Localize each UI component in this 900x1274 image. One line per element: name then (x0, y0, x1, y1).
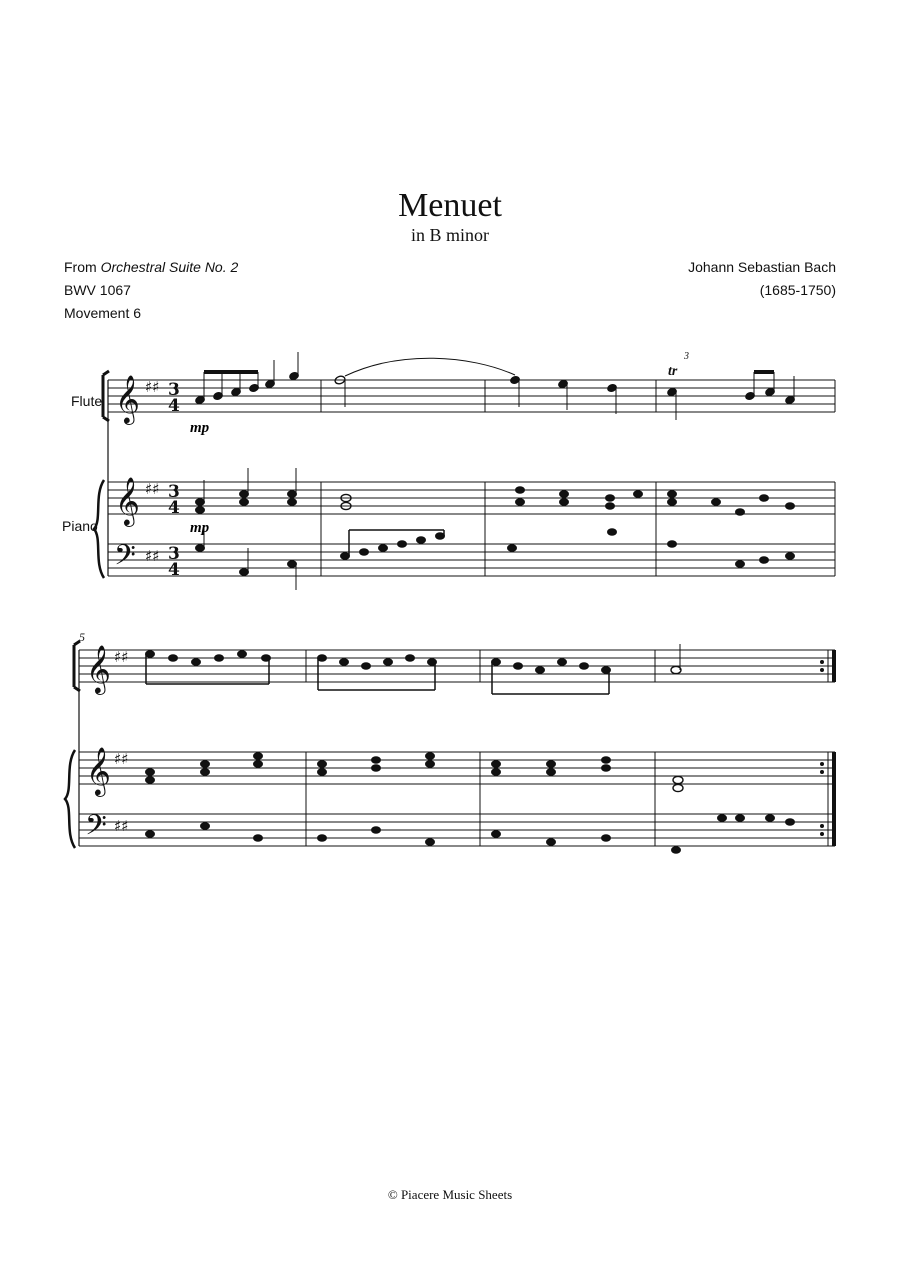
flute-label: Flute (71, 393, 103, 409)
svg-text:3: 3 (168, 380, 180, 400)
dynamic-flute: mp (190, 420, 210, 436)
clefs-system-1 (114, 374, 160, 579)
piano-label: Piano (62, 518, 98, 534)
flute-notes-system-1 (195, 352, 796, 420)
key-signature-piano-treble: ♯♯ (145, 480, 160, 498)
svg-text:♯♯: ♯♯ (114, 817, 129, 835)
dynamic-piano: mp (190, 520, 210, 536)
treble-clef-icon: 𝄞 (115, 476, 140, 525)
source-line: From Orchestral Suite No. 2 (64, 259, 239, 275)
page-title: Menuet (398, 187, 502, 224)
piano-bass-staff (108, 544, 835, 576)
key-signature-flute: ♯♯ (145, 378, 160, 396)
system-1 (94, 371, 835, 578)
movement-label: Movement 6 (64, 305, 142, 321)
source-work: Orchestral Suite No. 2 (100, 259, 239, 275)
svg-text:4: 4 (168, 396, 180, 416)
svg-text:3: 3 (168, 544, 180, 564)
piano-notes-system-1 (196, 468, 795, 590)
piano-treble-staff (108, 482, 835, 514)
svg-text:♯♯: ♯♯ (114, 648, 129, 666)
catalog-number: BWV 1067 (64, 282, 131, 298)
page-subtitle: in B minor (410, 225, 489, 245)
trill-mark: tr (668, 364, 678, 379)
svg-text:♯♯: ♯♯ (114, 750, 129, 768)
flute-staff-2 (79, 650, 835, 682)
treble-clef-icon: 𝄞 (115, 374, 140, 423)
clefs-system-2 (85, 644, 824, 849)
composer-name: Johann Sebastian Bach (688, 259, 836, 275)
key-signature-piano-bass: ♯♯ (145, 547, 160, 565)
bass-clef-icon: 𝄢 (114, 539, 136, 579)
tuplet-number: 3 (684, 351, 689, 362)
piano-treble-staff-2 (79, 752, 835, 784)
measure-number: 5 (79, 630, 85, 644)
barlines-system-1 (321, 380, 835, 576)
svg-text:3: 3 (168, 482, 180, 502)
svg-text:4: 4 (168, 560, 180, 580)
treble-clef-icon: 𝄞 (86, 644, 111, 693)
treble-clef-icon: 𝄞 (86, 746, 111, 795)
time-signatures (168, 380, 180, 580)
svg-text:4: 4 (168, 498, 180, 518)
copyright-footer: © Piacere Music Sheets (387, 1187, 513, 1202)
bass-clef-icon: 𝄢 (85, 809, 107, 849)
composer-dates: (1685-1750) (759, 282, 836, 298)
piano-brace (94, 480, 104, 578)
